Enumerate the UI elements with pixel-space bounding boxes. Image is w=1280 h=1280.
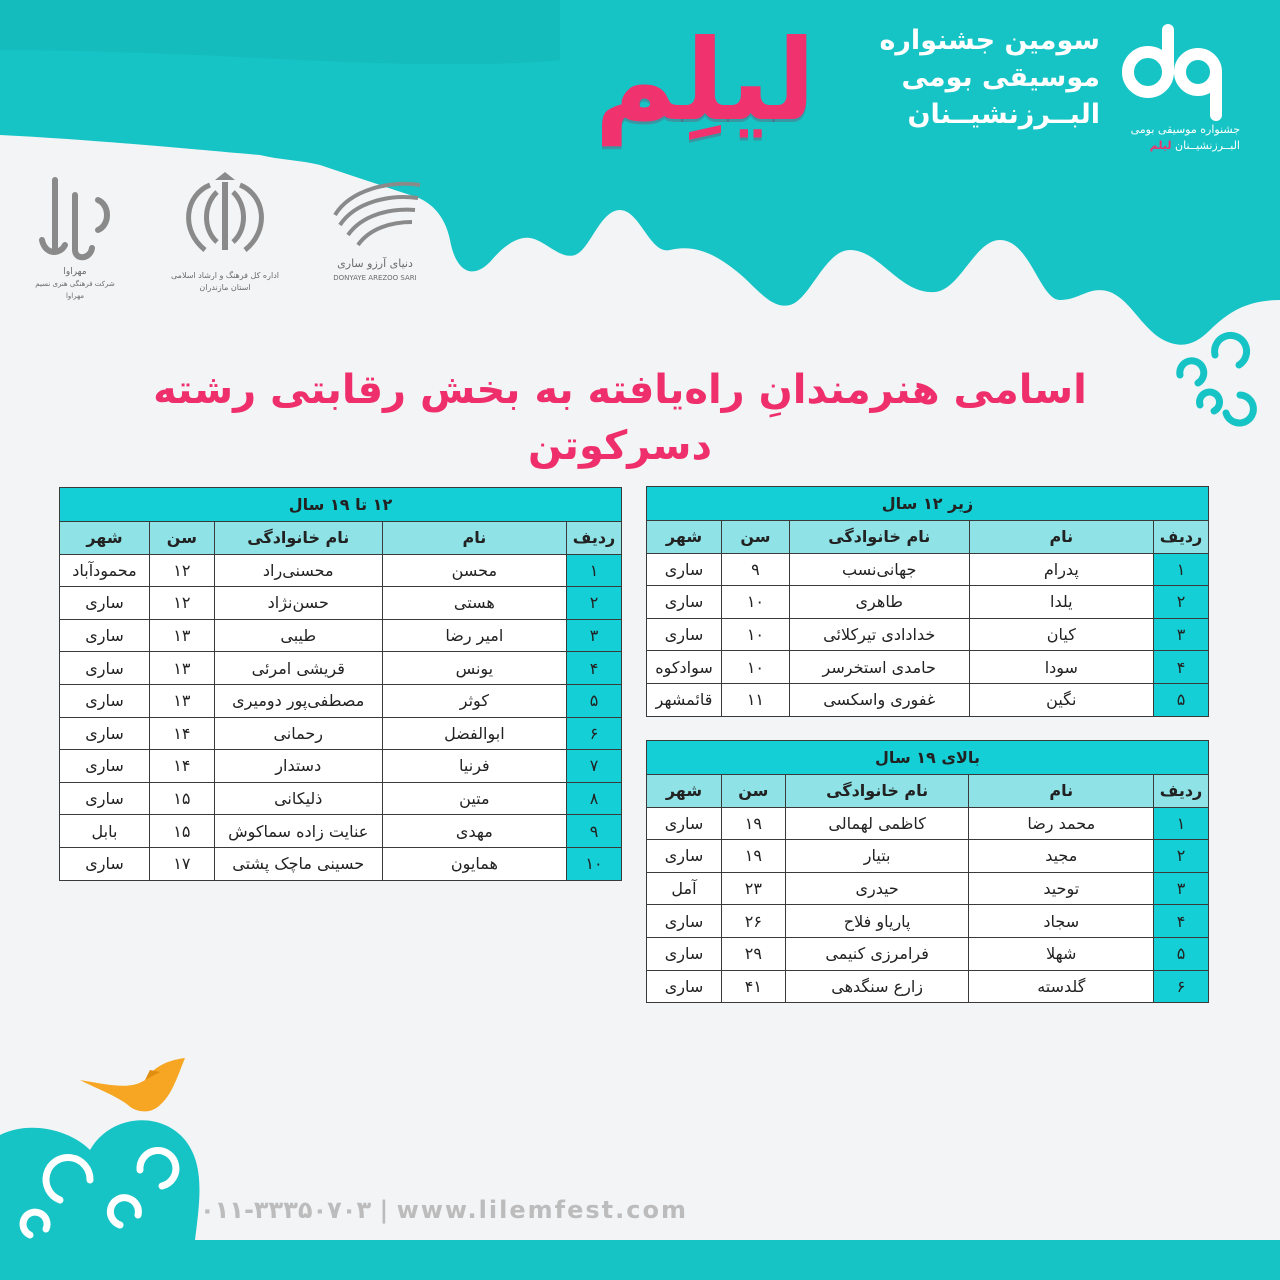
last-name-cell: جهانی‌نسب <box>789 553 969 586</box>
first-name-cell: امیر رضا <box>382 619 566 652</box>
col-last-name: نام خانوادگی <box>789 521 969 554</box>
col-first-name: نام <box>969 775 1154 808</box>
festival-title-line-2: موسیقی بومی <box>901 62 1100 93</box>
col-first-name: نام <box>969 521 1153 554</box>
age-cell: ۱۳ <box>149 652 214 685</box>
age-cell: ۹ <box>721 553 789 586</box>
donyaye-arezoo-label-fa: دنیای آرزو ساری <box>337 257 413 270</box>
mehrava-sub-label: شرکت فرهنگی هنری نسیم مهراوا <box>35 280 115 300</box>
last-name-cell: طیبی <box>214 619 382 652</box>
age-cell: ۱۹ <box>721 807 785 840</box>
city-cell: ساری <box>60 782 150 815</box>
age-cell: ۱۲ <box>149 587 214 620</box>
age-12-to-19-row <box>60 782 622 815</box>
first-name-cell: گلدسته <box>969 970 1154 1003</box>
col-last-name: نام خانوادگی <box>785 775 969 808</box>
first-name-cell: مهدی <box>382 815 566 848</box>
first-name-cell: شهلا <box>969 937 1154 970</box>
first-name-cell: محمد رضا <box>969 807 1154 840</box>
row-index: ۹ <box>567 815 622 848</box>
city-cell: ساری <box>60 619 150 652</box>
donyaye-arezoo-label-en: DONYAYE AREZOO SARI <box>333 274 417 282</box>
over-19-row <box>647 807 1209 840</box>
age-12-to-19-row <box>60 619 622 652</box>
last-name-cell: کاظمی لهمالی <box>785 807 969 840</box>
first-name-cell: همایون <box>382 847 566 880</box>
first-name-cell: هستی <box>382 587 566 620</box>
age-12-to-19-row <box>60 815 622 848</box>
city-cell: ساری <box>647 840 722 873</box>
age-cell: ۱۱ <box>721 683 789 716</box>
age-12-to-19-row <box>60 587 622 620</box>
col-city: شهر <box>647 521 722 554</box>
table-over-19 <box>646 740 1209 1003</box>
age-cell: ۱۷ <box>149 847 214 880</box>
age-cell: ۱۳ <box>149 684 214 717</box>
city-cell: سوادکوه <box>647 651 722 684</box>
city-cell: ساری <box>60 684 150 717</box>
age-cell: ۱۰ <box>721 586 789 619</box>
age-cell: ۱۹ <box>721 840 785 873</box>
age-cell: ۱۵ <box>149 782 214 815</box>
sponsor-ershad <box>165 170 285 290</box>
footer-decoration <box>0 1040 1280 1280</box>
row-index: ۴ <box>1154 651 1209 684</box>
page-title: اسامی هنرمندانِ راه‌یافته به بخش رقابتی رشته دسرکوتن <box>153 367 1087 469</box>
city-cell: آمل <box>647 872 722 905</box>
ershad-label: اداره کل فرهنگ و ارشاد اسلامی استان مازندران <box>171 271 279 292</box>
row-index: ۳ <box>1154 872 1209 905</box>
col-idx: ردیف <box>1154 521 1209 554</box>
col-city: شهر <box>60 522 150 555</box>
first-name-cell: پدرام <box>969 553 1153 586</box>
brand-caption-prefix: البــرزنشیــنان <box>1175 139 1240 152</box>
city-cell: ساری <box>60 717 150 750</box>
under-12-row <box>647 651 1209 684</box>
donyaye-arezoo-logo-icon <box>320 170 430 260</box>
row-index: ۳ <box>567 619 622 652</box>
col-idx: ردیف <box>567 522 622 555</box>
city-cell: ساری <box>60 847 150 880</box>
first-name-cell: یونس <box>382 652 566 685</box>
table-over-19-title: بالای ۱۹ سال <box>647 741 1209 775</box>
age-cell: ۴۱ <box>721 970 785 1003</box>
last-name-cell: بتیار <box>785 840 969 873</box>
city-cell: ساری <box>60 652 150 685</box>
city-cell: ساری <box>60 750 150 783</box>
last-name-cell: قریشی امرئی <box>214 652 382 685</box>
row-index: ۱ <box>1154 807 1209 840</box>
last-name-cell: عنایت زاده سماکوش <box>214 815 382 848</box>
row-index: ۱ <box>567 554 622 587</box>
row-index: ۵ <box>1154 683 1209 716</box>
footer-contact: ۰۱۱-۳۳۳۵۰۷۰۳ | www.lilemfest.com <box>200 1196 688 1224</box>
table-over-19-body <box>647 807 1209 1003</box>
festival-title <box>860 22 1100 133</box>
age-cell: ۱۴ <box>149 717 214 750</box>
festival-title-line-3: البــرزنشیــنان <box>907 99 1100 130</box>
row-index: ۴ <box>567 652 622 685</box>
table-under-12-body <box>647 553 1209 716</box>
row-index: ۱۰ <box>567 847 622 880</box>
age-cell: ۲۶ <box>721 905 785 938</box>
brand-caption-accent: لیلم <box>1149 139 1172 152</box>
city-cell: ساری <box>647 807 722 840</box>
first-name-cell: محسن <box>382 554 566 587</box>
row-index: ۲ <box>1154 840 1209 873</box>
last-name-cell: حسن‌نژاد <box>214 587 382 620</box>
first-name-cell: ابوالفضل <box>382 717 566 750</box>
row-index: ۲ <box>1154 586 1209 619</box>
first-name-cell: سجاد <box>969 905 1154 938</box>
brand-caption-line2 <box>1100 138 1240 154</box>
age-12-to-19-row <box>60 652 622 685</box>
under-12-row <box>647 683 1209 716</box>
last-name-cell: طاهری <box>789 586 969 619</box>
col-last-name: نام خانوادگی <box>214 522 382 555</box>
city-cell: قائمشهر <box>647 683 722 716</box>
city-cell: ساری <box>647 970 722 1003</box>
last-name-cell: حامدی استخرسر <box>789 651 969 684</box>
first-name-cell: توحید <box>969 872 1154 905</box>
col-city: شهر <box>647 775 722 808</box>
iran-emblem-icon <box>165 170 285 265</box>
age-12-to-19-row <box>60 717 622 750</box>
age-cell: ۲۳ <box>721 872 785 905</box>
age-cell: ۱۲ <box>149 554 214 587</box>
last-name-cell: ذلیکانی <box>214 782 382 815</box>
age-12-to-19-row <box>60 554 622 587</box>
row-index: ۳ <box>1154 618 1209 651</box>
footer-teal-band <box>0 1240 1280 1280</box>
age-cell: ۱۴ <box>149 750 214 783</box>
first-name-cell: سودا <box>969 651 1153 684</box>
sponsor-donyaye-arezoo <box>320 170 430 290</box>
row-index: ۷ <box>567 750 622 783</box>
col-age: سن <box>721 521 789 554</box>
first-name-cell: کوثر <box>382 684 566 717</box>
col-age: سن <box>721 775 785 808</box>
table-12-to-19 <box>59 487 622 881</box>
bird-icon <box>80 1058 185 1111</box>
city-cell: ساری <box>60 587 150 620</box>
over-19-row <box>647 872 1209 905</box>
last-name-cell: محسنی‌راد <box>214 554 382 587</box>
festival-logo-word: لیلِم <box>594 16 816 146</box>
under-12-row <box>647 553 1209 586</box>
row-index: ۶ <box>567 717 622 750</box>
first-name-cell: نگین <box>969 683 1153 716</box>
last-name-cell: خدادادی تیرکلائی <box>789 618 969 651</box>
last-name-cell: حیدری <box>785 872 969 905</box>
mehrava-logo-icon <box>30 170 120 265</box>
table-under-12-title: زیر ۱۲ سال <box>647 487 1209 521</box>
mehrava-label: مهراوا <box>63 267 87 277</box>
age-cell: ۱۰ <box>721 651 789 684</box>
last-name-cell: فرامرزی کنیمی <box>785 937 969 970</box>
row-index: ۱ <box>1154 553 1209 586</box>
over-19-row <box>647 905 1209 938</box>
table-12-to-19-title: ۱۲ تا ۱۹ سال <box>60 488 622 522</box>
row-index: ۴ <box>1154 905 1209 938</box>
age-cell: ۱۵ <box>149 815 214 848</box>
city-cell: محمودآباد <box>60 554 150 587</box>
brand-caption <box>1100 122 1240 154</box>
row-index: ۶ <box>1154 970 1209 1003</box>
row-index: ۵ <box>1154 937 1209 970</box>
table-12-to-19-body <box>60 554 622 880</box>
first-name-cell: متین <box>382 782 566 815</box>
last-name-cell: دستدار <box>214 750 382 783</box>
under-12-row <box>647 618 1209 651</box>
col-age: سن <box>149 522 214 555</box>
last-name-cell: حسینی ماچک پشتی <box>214 847 382 880</box>
age-cell: ۲۹ <box>721 937 785 970</box>
age-12-to-19-row <box>60 684 622 717</box>
first-name-cell: یلدا <box>969 586 1153 619</box>
col-first-name: نام <box>382 522 566 555</box>
first-name-cell: مجید <box>969 840 1154 873</box>
age-cell: ۱۰ <box>721 618 789 651</box>
row-index: ۸ <box>567 782 622 815</box>
first-name-cell: کیان <box>969 618 1153 651</box>
row-index: ۲ <box>567 587 622 620</box>
city-cell: بابل <box>60 815 150 848</box>
age-12-to-19-row <box>60 847 622 880</box>
over-19-row <box>647 937 1209 970</box>
row-index: ۵ <box>567 684 622 717</box>
brand-caption-line1: جشنواره موسیقی بومی <box>1130 123 1240 136</box>
over-19-row <box>647 840 1209 873</box>
city-cell: ساری <box>647 618 722 651</box>
city-cell: ساری <box>647 937 722 970</box>
first-name-cell: فرنیا <box>382 750 566 783</box>
age-12-to-19-row <box>60 750 622 783</box>
festival-title-line-1: سومین جشنواره <box>879 25 1100 56</box>
last-name-cell: رحمانی <box>214 717 382 750</box>
over-19-row <box>647 970 1209 1003</box>
lilem-brand-logo-icon <box>1110 20 1240 130</box>
last-name-cell: مصطفی‌پور دومیری <box>214 684 382 717</box>
age-cell: ۱۳ <box>149 619 214 652</box>
col-idx: ردیف <box>1154 775 1209 808</box>
city-cell: ساری <box>647 905 722 938</box>
under-12-row <box>647 586 1209 619</box>
sponsor-mehrava <box>30 170 120 300</box>
city-cell: ساری <box>647 553 722 586</box>
city-cell: ساری <box>647 586 722 619</box>
last-name-cell: زارع سنگدهی <box>785 970 969 1003</box>
last-name-cell: غفوری واسکسی <box>789 683 969 716</box>
table-under-12 <box>646 486 1209 717</box>
last-name-cell: پاریاو فلاح <box>785 905 969 938</box>
